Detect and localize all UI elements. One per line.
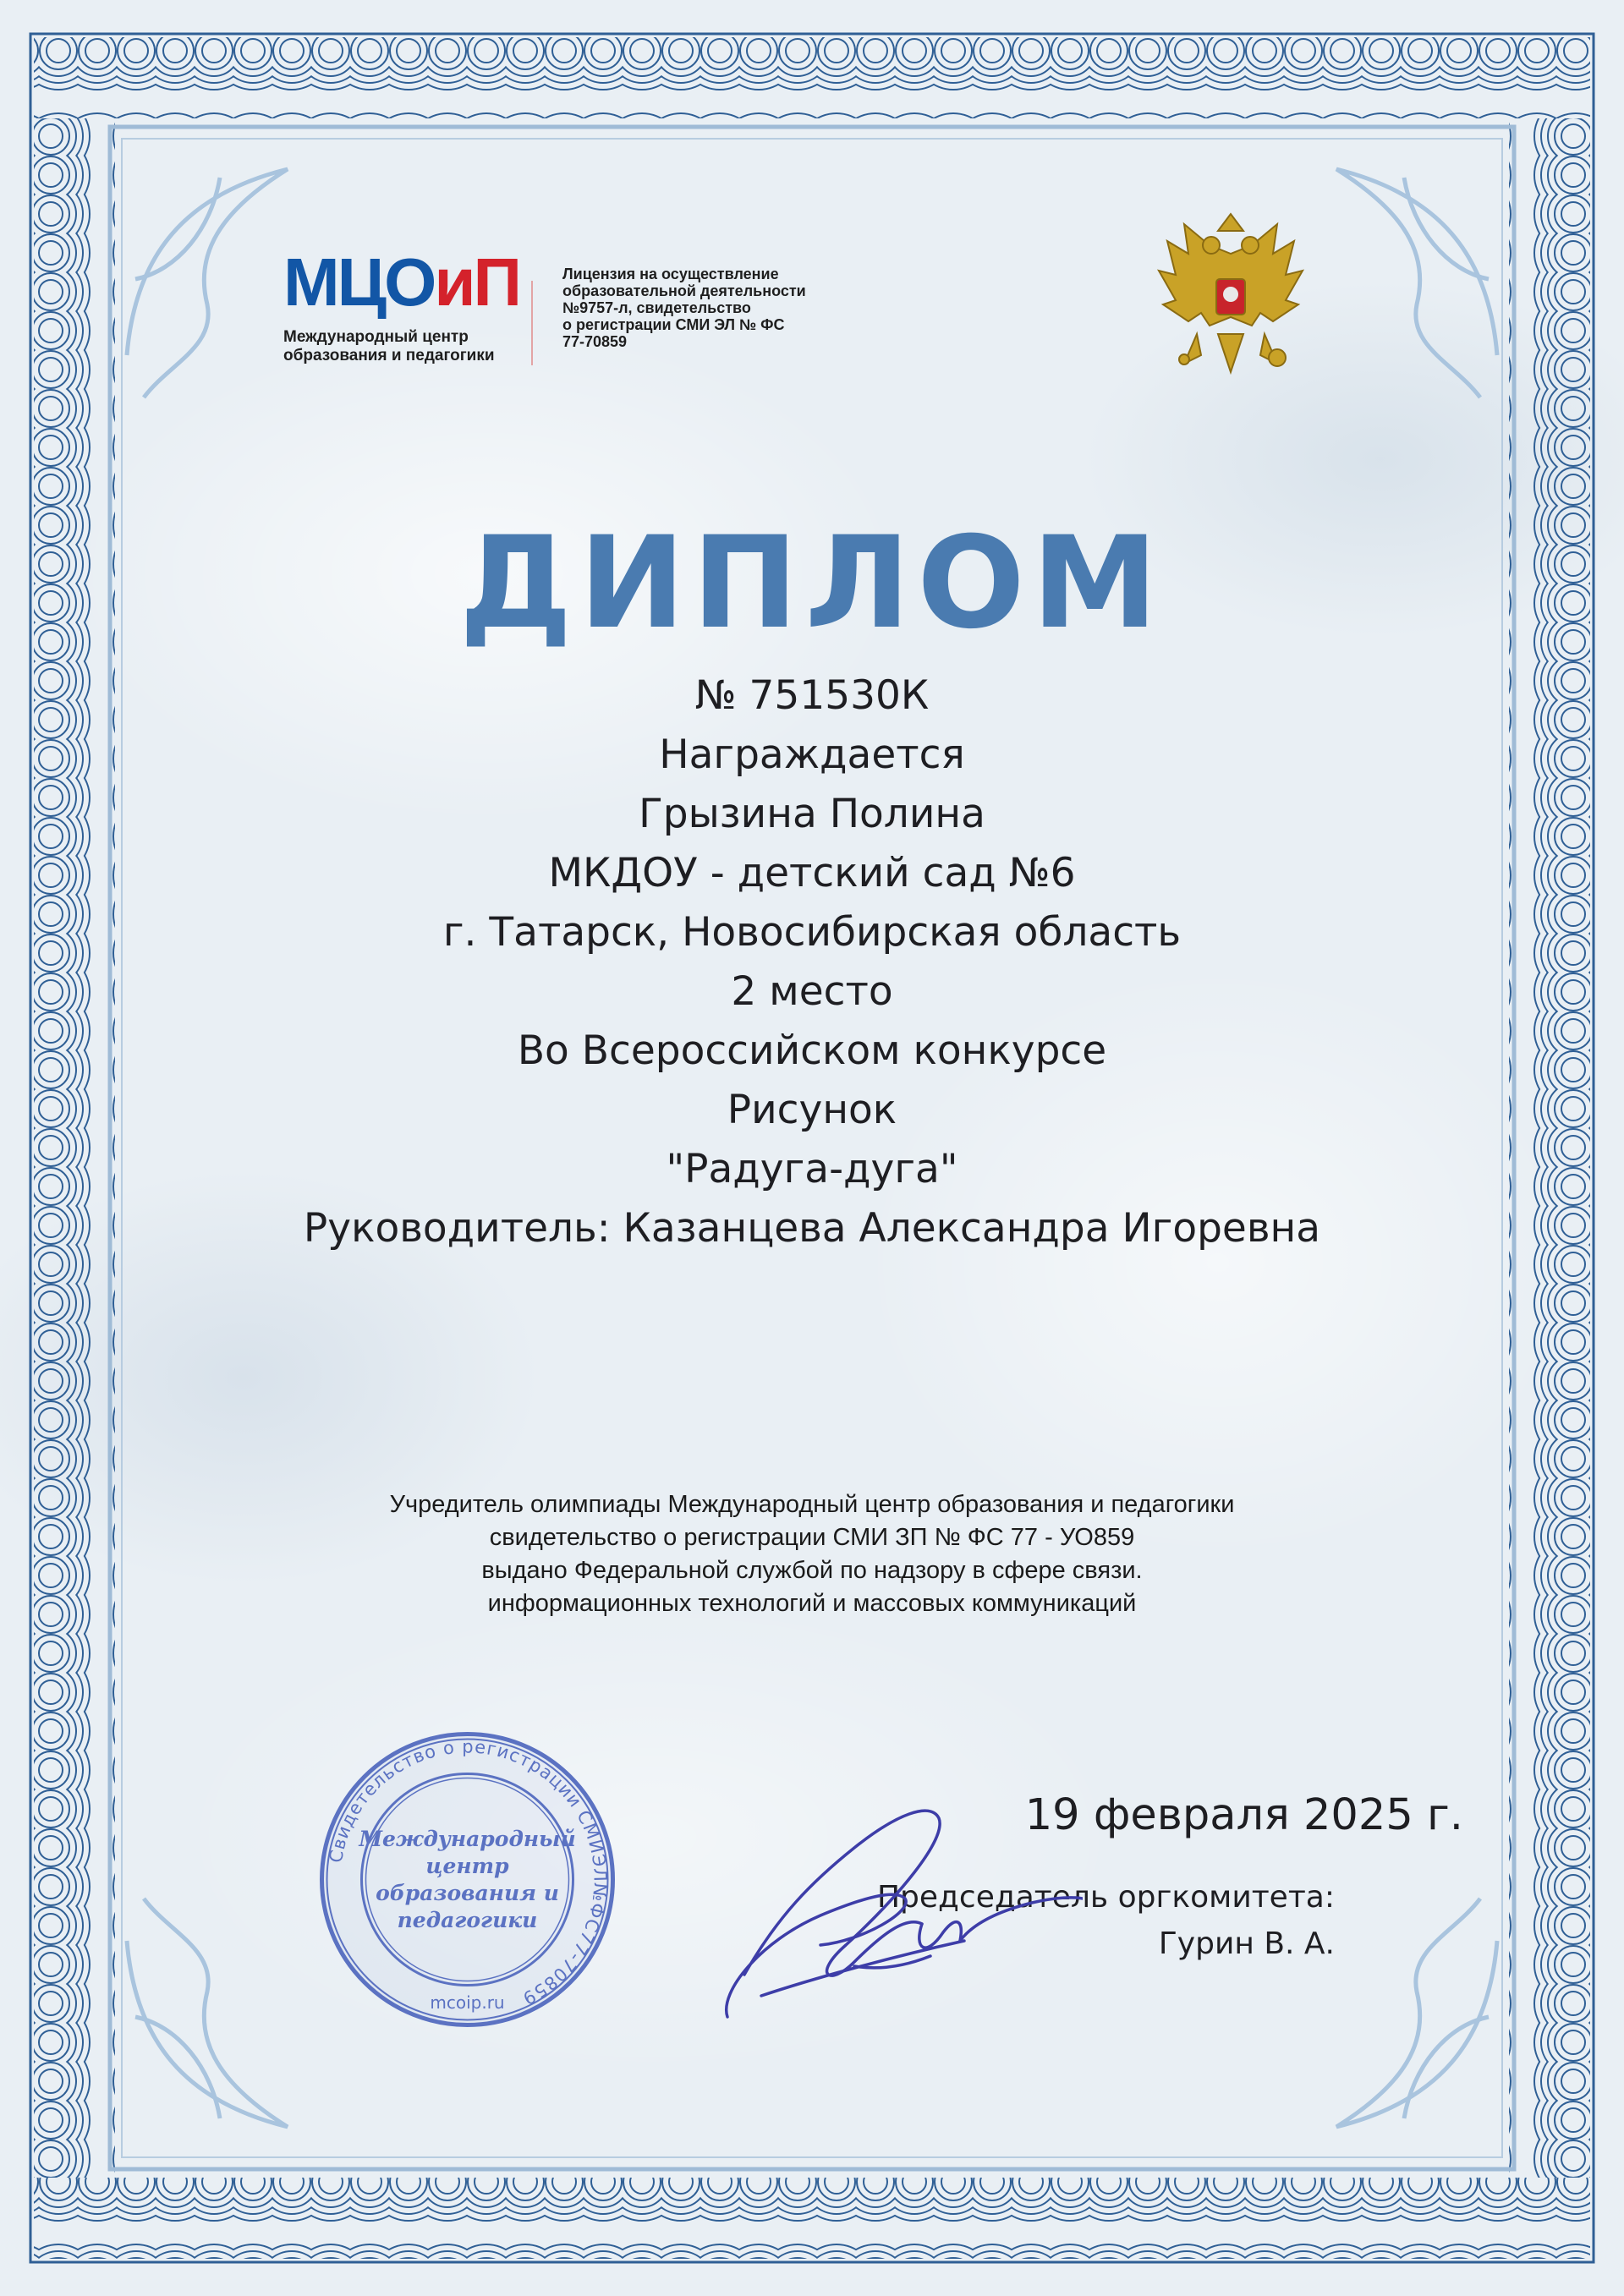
stamp-center-line3: образования и bbox=[376, 1881, 559, 1905]
logo-divider bbox=[531, 281, 533, 365]
stamp-ring-text: Свидетельство о регистрации СМИЭЛ№ФС77-70859 bbox=[325, 1736, 611, 2009]
stamp-center-line1: Международный bbox=[359, 1827, 576, 1851]
awarded-label: Награждается bbox=[659, 732, 965, 778]
diploma-number: № 751530К bbox=[694, 672, 930, 719]
issue-date: 19 февраля 2025 г. bbox=[1024, 1790, 1463, 1840]
founder-info: Учредитель олимпиады Международный центр образования и педагогики свидетельство о регистрации СМИ ЗП № ФС 77 - УО859 выдано Федеральной службой по надзору в сфере связи. информационных технологий и массовых коммуникаций bbox=[389, 1491, 1235, 1617]
location: г. Татарск, Новосибирская область bbox=[442, 909, 1182, 956]
stamp-website: mcoip.ru bbox=[430, 1992, 505, 2013]
organization-logo bbox=[283, 244, 842, 372]
supervisor: Руководитель: Казанцева Александра Игоревна bbox=[303, 1205, 1321, 1252]
diploma-title: ДИПЛОМ bbox=[458, 510, 1166, 657]
award-place: 2 место bbox=[731, 968, 893, 1015]
contest-category: Рисунок bbox=[727, 1087, 897, 1133]
chair-title: Председатель оргкомитета: bbox=[876, 1880, 1335, 1915]
license-info: Лицензия на осуществление образовательной деятельности №9757-л, свидетельство о регистрации СМИ ЭЛ № ФС 77-70859 bbox=[562, 266, 806, 350]
diploma-body bbox=[0, 666, 1624, 1258]
logo-wordmark: МЦОиП bbox=[283, 244, 519, 320]
chairman-signature bbox=[710, 1797, 1083, 2025]
organization-stamp bbox=[317, 1729, 617, 2030]
chair-name: Гурин В. А. bbox=[1158, 1926, 1335, 1961]
stamp-center-line4: педагогики bbox=[397, 1908, 538, 1932]
contest-name: Во Всероссийском конкурсе bbox=[517, 1027, 1107, 1074]
work-title: "Радуга-дуга" bbox=[666, 1146, 958, 1192]
stamp-center-line2: центр bbox=[425, 1854, 509, 1878]
institution: МКДОУ - детский сад №6 bbox=[548, 850, 1076, 896]
recipient-name: Грызина Полина bbox=[639, 791, 985, 837]
russian-coat-of-arms-icon bbox=[1150, 207, 1311, 389]
logo-subtitle: Международный центр образования и педагогики bbox=[283, 328, 495, 364]
